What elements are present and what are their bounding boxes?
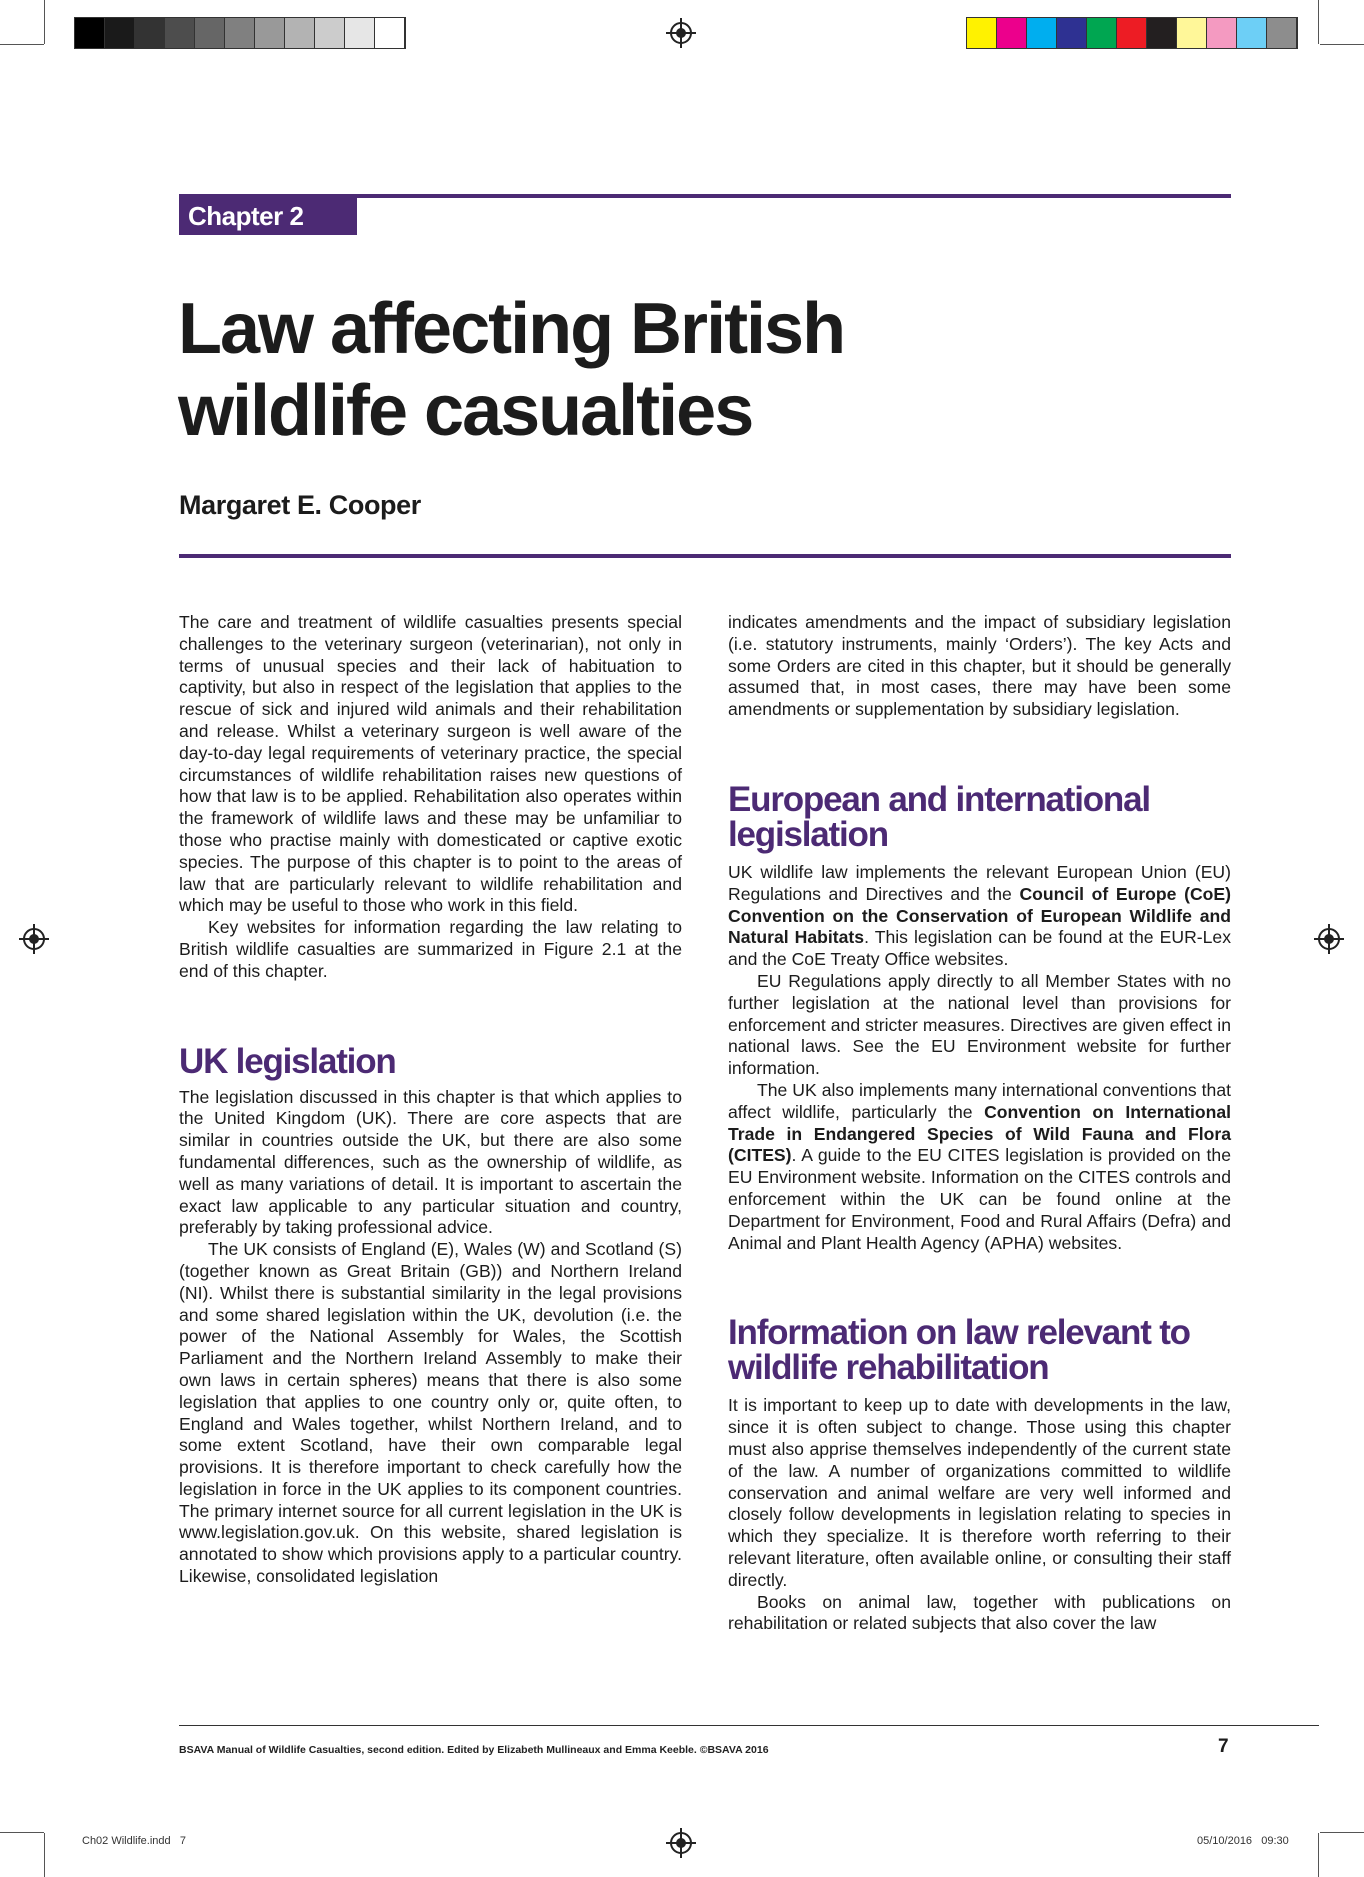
color-swatch: [967, 18, 997, 48]
crop-mark: [0, 44, 44, 45]
slug-filename: Ch02 Wildlife.indd 7: [82, 1835, 186, 1847]
color-swatch: [255, 18, 285, 48]
crop-mark: [1318, 1833, 1319, 1877]
color-swatch: [375, 18, 405, 48]
color-swatch: [105, 18, 135, 48]
registration-mark-icon: [1318, 928, 1340, 950]
footer-rule: [179, 1725, 1319, 1726]
color-swatch: [1027, 18, 1057, 48]
color-swatch: [1237, 18, 1267, 48]
cmyk-color-bar: [966, 17, 1298, 49]
convention-name: Convention on International Trade in Endangered Species of Wild Fauna and Flora (CITES): [728, 1101, 1231, 1166]
color-swatch: [1117, 18, 1147, 48]
body-paragraph: The UK consists of England (E), Wales (W) and Scotland (S) (together known as Great Britain (GB)) and Northern Ireland (NI). Whilst there is substantial similarity in the legal provisions and some shared legislation within the UK, devolution (i.e. the power of the National Assembly for Wales, the Scottish Parliament and the Northern Ireland Assembly to make their own laws in certain spheres) means that there is also some legislation that applies to one country only or, quite often, to England and Wales together, whilst Northern Ireland, and to some extent Scotland, have their own comparable legal provisions. It is therefore important to check carefully how the legislation in force in the UK applies to its component countries. The primary internet source for all current legislation in the UK is www.legislation.gov.uk. On this website, shared legislation is annotated to show which provisions apply to a particular country. Likewise, consolidated legislation: [179, 1239, 682, 1587]
intro-paragraph: The care and treatment of wildlife casualties presents special challenges to the veterinary surgeon (veterinarian), not only in terms of unusual species and their lack of habituation to captivity, but also in respect of the legislation that applies to the rescue of sick and injured wild animals and their rehabilitation and release. Whilst a veterinary surgeon is well aware of the day-to-day legal requirements of veterinary practice, the special circumstances of wildlife rehabilitation raises new questions of how that law is to be applied. Rehabilitation also operates within the framework of wildlife laws and these may be unfamiliar to those who practise mainly with domesticated or captive exotic species. The purpose of this chapter is to point to the areas of law that are particularly relevant to wildlife rehabilitation and which may be useful to those who work in this field.: [179, 612, 682, 916]
color-swatch: [75, 18, 105, 48]
color-swatch: [345, 18, 375, 48]
body-paragraph: EU Regulations apply directly to all Member States with no further legislation at the national level than provisions for enforcement and stricter measures. Directives are given effect in national laws. See the EU Environment website for further information.: [728, 970, 1231, 1079]
body-paragraph: It is important to keep up to date with developments in the law, since it is often subject to change. Those using this chapter must also apprise themselves independently of the current state of the law. A number of organizations committed to wildlife conservation and animal welfare are very well informed and closely follow developments in legislation relating to species in which they specialize. It is therefore worth referring to their relevant literature, often available online, or consulting their staff directly.: [728, 1395, 1231, 1590]
registration-mark-icon: [670, 1832, 692, 1854]
convention-name: Council of Europe (CoE) Convention on the Conservation of European Wildlife and Natural Habitats: [728, 883, 1231, 948]
body-paragraph: indicates amendments and the impact of subsidiary legislation (i.e. statutory instruments, mainly ‘Orders’). The key Acts and some Orders are cited in this chapter, but it should be generally assumed that, in most cases, there may have been some amendments or supplementation by subsidiary legislation.: [728, 612, 1231, 720]
body-paragraph: [728, 862, 1231, 971]
color-swatch: [1147, 18, 1177, 48]
crop-mark: [1318, 0, 1319, 44]
text-run: UK wildlife law implements the relevant European Union (EU) Regulations and Directives and the: [728, 861, 1231, 904]
color-swatch: [315, 18, 345, 48]
section-heading-uk-legislation: UK legislation: [179, 1041, 396, 1081]
crop-mark: [1320, 44, 1364, 45]
color-swatch: [1177, 18, 1207, 48]
registration-mark-icon: [670, 22, 692, 44]
intro-paragraph: Key websites for information regarding the law relating to British wildlife casualties are summarized in Figure 2.1 at the end of this chapter.: [179, 917, 682, 981]
color-swatch: [1267, 18, 1297, 48]
author-name: Margaret E. Cooper: [179, 490, 421, 520]
body-paragraph: The legislation discussed in this chapter is that which applies to the United Kingdom (UK). There are core aspects that are similar in countries outside the UK, but there are also some fundamental differences, such as the ownership of wildlife, as well as many variations of detail. It is important to ascertain the exact law applicable to any particular situation and country, preferably by taking professional advice.: [179, 1086, 682, 1238]
color-swatch: [225, 18, 255, 48]
grey-color-bar: [74, 17, 406, 49]
left-column: [179, 612, 682, 1588]
footer-citation: BSAVA Manual of Wildlife Casualties, second edition. Edited by Elizabeth Mullineaux and Emma Keeble. ©BSAVA 2016: [179, 1744, 769, 1756]
text-run: The UK also implements many international conventions that affect wildlife, particularly the: [728, 1079, 1231, 1122]
body-paragraph: [728, 1080, 1231, 1254]
title-rule: [179, 554, 1231, 558]
right-column: [728, 612, 1231, 1635]
color-swatch: [1087, 18, 1117, 48]
color-swatch: [285, 18, 315, 48]
color-swatch: [997, 18, 1027, 48]
crop-mark: [44, 1833, 45, 1877]
color-swatch: [1207, 18, 1237, 48]
crop-mark: [44, 0, 45, 44]
slug-date: 05/10/2016 09:30: [1197, 1835, 1289, 1847]
color-swatch: [195, 18, 225, 48]
crop-mark: [1320, 1832, 1364, 1833]
color-swatch: [165, 18, 195, 48]
crop-mark: [0, 1832, 44, 1833]
page-number: 7: [1218, 1736, 1229, 1757]
text-run: . A guide to the EU CITES legislation is provided on the EU Environment website. Information on the CITES controls and enforcement within the UK can be found online at the Department for Environment, Food and Rural Affairs (Defra) and Animal and Plant Health Agency (APHA) websites.: [728, 1145, 1231, 1253]
chapter-label: Chapter 2: [179, 197, 357, 235]
page-title: Law affecting British wildlife casualties: [178, 289, 845, 451]
registration-mark-icon: [23, 928, 45, 950]
text-run: . This legislation can be found at the EUR-Lex and the CoE Treaty Office websites.: [728, 927, 1232, 970]
color-swatch: [135, 18, 165, 48]
color-swatch: [1057, 18, 1087, 48]
section-heading-information-on-law: Information on law relevant to wildlife rehabilitation: [728, 1313, 1190, 1388]
body-paragraph: Books on animal law, together with publications on rehabilitation or related subjects that also cover the law: [728, 1591, 1231, 1634]
section-heading-european-international: European and international legislation: [728, 779, 1150, 854]
